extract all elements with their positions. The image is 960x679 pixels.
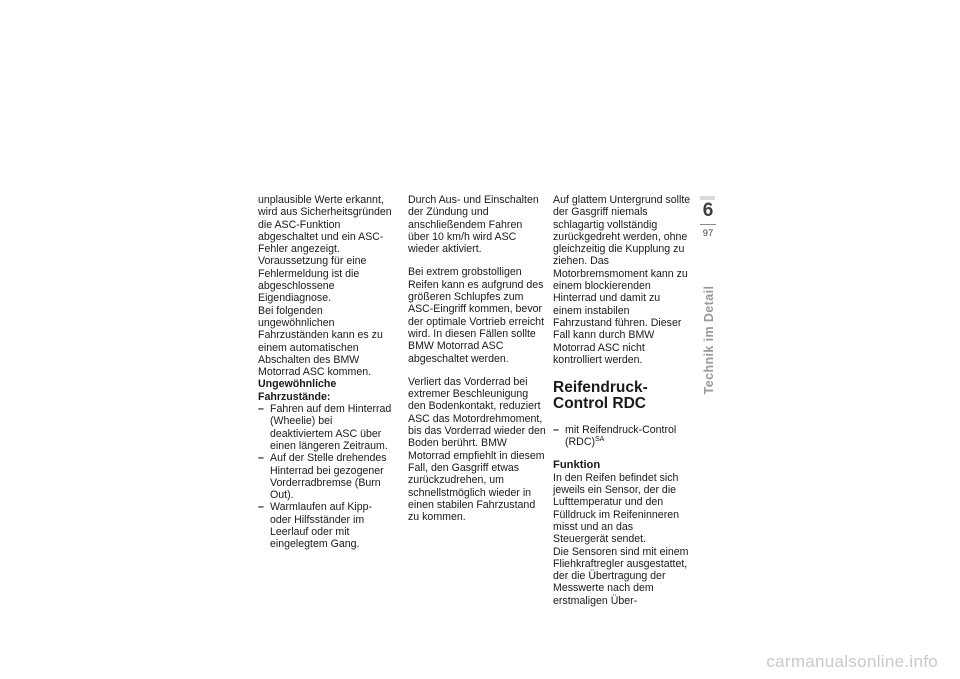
text-column-3 [553, 194, 691, 607]
paragraph: Bei folgenden ungewöhnlichen Fahrzuständen kann es zu einem automatischen Abschalten des BMW Motorrad ASC kommen. [258, 304, 383, 379]
paragraph: Verliert das Vorderrad bei extremer Beschleunigung den Bodenkontakt, reduziert ASC das Motordrehmoment, bis das Vorderrad wieder den Boden berührt. BMW Motorrad empfiehlt in diesem Fall, den Gasgriff etwas zurückzudrehen, um schnellstmöglich wieder in einen stabilen Fahrzustand zu kommen. [408, 375, 546, 524]
list-item: – Fahren auf dem Hinterrad (Wheelie) bei deaktiviertem ASC über einen längeren Zeitraum. [258, 403, 396, 452]
list-item-text: mit Reifendruck-Control (RDC) [565, 424, 677, 449]
text-column-2 [408, 194, 546, 523]
subheading: Funktion [553, 458, 601, 471]
list-item [553, 424, 691, 449]
paragraph: unplausible Werte erkannt, wird aus Sicherheitsgründen die ASC-Funktion abgeschaltet und ein ASC-Fehler angezeigt. Voraussetzung für eine Fehlermeldung ist die abgeschlossene Eigendiagnose. [258, 194, 392, 305]
page-number: 97 [702, 228, 714, 239]
dash-list [553, 424, 691, 449]
list-heading: Ungewöhnliche Fahrzustände: [258, 378, 337, 403]
watermark: carmanualsonline.info [766, 652, 938, 671]
chapter-divider [700, 224, 716, 225]
chapter-number: 6 [702, 200, 714, 221]
dash-list [258, 403, 396, 551]
section-title: Reifendruck-Control RDC [553, 379, 648, 413]
paragraph: Bei extrem grobstolligen Reifen kann es aufgrund des größeren Schlupfes zum ASC-Eingriff kommen, bevor der optimale Vortrieb erreicht wird. In diesen Fällen sollte BMW Motorrad ASC abgeschaltet werden. [408, 266, 545, 365]
paragraph: Durch Aus- und Einschalten der Zündung und anschließendem Fahren über 10 km/h wird ASC wieder aktiviert. [408, 194, 539, 256]
list-item: – Auf der Stelle drehendes Hinterrad bei gezogener Vorderradbremse (Burn Out). [258, 452, 396, 501]
paragraph: Auf glattem Untergrund sollte der Gasgriff niemals schlagartig vollständig zurückgedreht werden, ohne gleichzeitig die Kupplung zu ziehen. Das Motorbremsmoment kann zu einem blockierenden Hinterrad und damit zu einem instabilen Fahrzustand führen. Dieser Fall kann durch BMW Motorrad ASC nicht kontrolliert werden. [553, 194, 691, 366]
superscript-sa: SA [595, 436, 605, 444]
text-column-1 [258, 194, 396, 551]
paragraph: Die Sensoren sind mit einem Fliehkraftregler ausgestattet, der die Übertragung der Messwerte nach dem erstmaligen Über- [553, 545, 689, 607]
paragraph: In den Reifen befindet sich jeweils ein Sensor, der die Lufttemperatur und den Fülldruck im Reifeninneren misst und an das Steuergerät sendet. [553, 471, 680, 546]
list-item: – Warmlaufen auf Kipp- oder Hilfsständer im Leerlauf oder mit eingelegtem Gang. [258, 501, 396, 550]
chapter-title-vertical: Technik im Detail [702, 285, 716, 395]
